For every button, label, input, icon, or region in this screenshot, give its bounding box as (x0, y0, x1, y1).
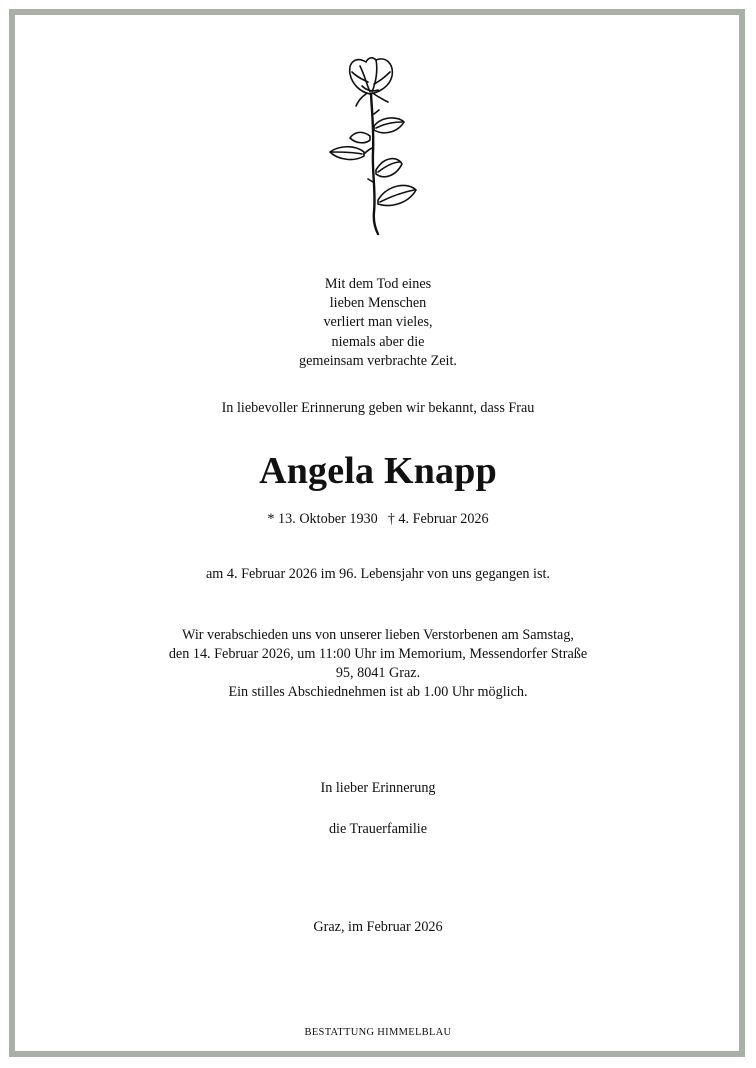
ceremony-line: Ein stilles Abschiednehmen ist ab 1.00 Uhr möglich. (228, 684, 528, 700)
birth-date: * 13. Oktober 1930 (267, 511, 378, 527)
poem-line: verliert man vieles, (323, 314, 433, 331)
poem-line: Mit dem Tod eines (324, 276, 432, 292)
intro-text: In liebevoller Erinnerung geben wir bekannt, dass Frau (221, 400, 535, 416)
ceremony-line: den 14. Februar 2026, um 11:00 Uhr im Memorium, Messendorfer Straße (168, 646, 588, 662)
poem-line: gemeinsam verbrachte Zeit. (299, 352, 457, 369)
poem-line: niemals aber die (331, 333, 425, 350)
family-signature: die Trauerfamilie (328, 821, 428, 837)
deceased-name: Angela Knapp (259, 450, 497, 492)
ceremony-line: Wir verabschieden uns von unserer lieben Verstorbenen am Samstag, (182, 627, 574, 643)
closing-text: In lieber Erinnerung (320, 780, 436, 796)
ceremony-details (0, 626, 756, 702)
poem (0, 275, 756, 371)
life-dates (0, 510, 756, 529)
ceremony-line: 95, 8041 Graz. (335, 665, 421, 681)
death-date: † 4. Februar 2026 (387, 511, 489, 527)
place-date: Graz, im Februar 2026 (313, 919, 443, 935)
announcement-text: am 4. Februar 2026 im 96. Lebensjahr von uns gegangen ist. (206, 566, 550, 582)
rose-icon (326, 52, 420, 238)
poem-line: lieben Menschen (329, 295, 427, 312)
undertaker-name: BESTATTUNG HIMMELBLAU (304, 1027, 452, 1038)
